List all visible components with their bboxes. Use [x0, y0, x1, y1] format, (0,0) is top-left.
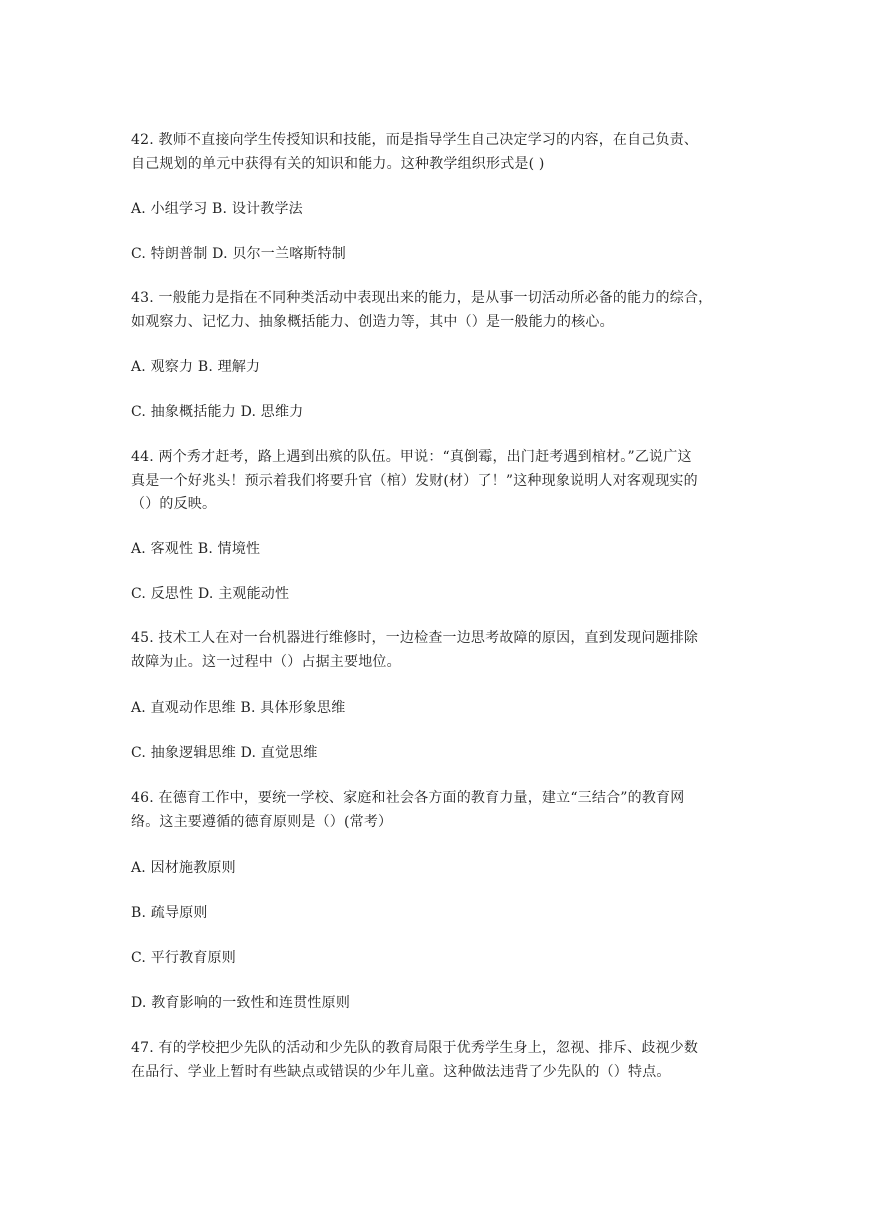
question-46-option-d: D. 教育影响的一致性和连贯性原则: [131, 995, 351, 1011]
question-44-line-3: （）的反映。: [131, 496, 217, 512]
question-43-number: 43.: [131, 290, 154, 306]
question-47-line-2: 在品行、学业上暂时有些缺点或错误的少年儿童。这种做法违背了少先队的（）特点。: [131, 1064, 671, 1080]
question-42-option-ab: A. 小组学习 B. 设计教学法: [131, 201, 303, 217]
question-44-option-ab: A. 客观性 B. 情境性: [131, 541, 261, 557]
question-46-line-1: [131, 786, 731, 810]
question-46-option-c: C. 平行教育原则: [131, 950, 236, 966]
question-44-line-1: [131, 445, 731, 469]
question-42-text-1: 教师不直接向学生传授知识和技能，而是指导学生自己决定学习的内容，在自己负责、: [158, 132, 699, 148]
question-46-text-1: 在德育工作中，要统一学校、家庭和社会各方面的教育力量，建立“三结合”的教育网: [158, 790, 685, 806]
question-42-line-1: [131, 128, 731, 152]
question-47-text-1: 有的学校把少先队的活动和少先队的教育局限于优秀学生身上，忽视、排斥、歧视少数: [158, 1040, 699, 1056]
question-44-line-2: 真是一个好兆头！预示着我们将要升官（棺）发财(材）了！”这种现象说明人对客观现实的: [131, 473, 698, 489]
question-45-text-1: 技术工人在对一台机器进行维修时，一边检查一边思考故障的原因，直到发现问题排除: [158, 630, 699, 646]
question-47-number: 47.: [131, 1040, 154, 1056]
question-44-number: 44.: [131, 449, 154, 465]
question-42-option-cd: C. 特朗普制 D. 贝尔一兰喀斯特制: [131, 246, 346, 262]
question-47-line-1: [131, 1036, 731, 1060]
question-43-text-1: 一般能力是指在不同种类活动中表现出来的能力，是从事一切活动所必备的能力的综合，: [158, 290, 713, 306]
question-45-line-1: [131, 626, 731, 650]
question-44-text-1: 两个秀才赶考，路上遇到出殡的队伍。甲说：“真倒霉，出门赶考遇到棺材。”乙说广这: [158, 449, 692, 465]
question-43-line-2: 如观察力、记忆力、抽象概括能力、创造力等，其中（）是一般能力的核心。: [131, 314, 614, 330]
question-43-option-ab: A. 观察力 B. 理解力: [131, 359, 261, 375]
question-46-option-b: B. 疏导原则: [131, 905, 208, 921]
question-45-number: 45.: [131, 630, 154, 646]
question-43-line-1: [131, 286, 731, 310]
question-45-option-cd: C. 抽象逻辑思维 D. 直觉思维: [131, 745, 318, 761]
question-42-line-2: 自己规划的单元中获得有关的知识和能力。这种教学组织形式是( ): [131, 156, 545, 172]
question-45-option-ab: A. 直观动作思维 B. 具体形象思维: [131, 700, 346, 716]
question-46-option-a: A. 因材施教原则: [131, 860, 236, 876]
question-42-number: 42.: [131, 132, 154, 148]
question-46-line-2: 络。这主要遵循的德育原则是（）(常考）: [131, 814, 393, 830]
question-44-option-cd: C. 反思性 D. 主观能动性: [131, 586, 290, 602]
question-45-line-2: 故障为止。这一过程中（）占据主要地位。: [131, 654, 401, 670]
question-46-number: 46.: [131, 790, 154, 806]
question-43-option-cd: C. 抽象概括能力 D. 思维力: [131, 404, 304, 420]
